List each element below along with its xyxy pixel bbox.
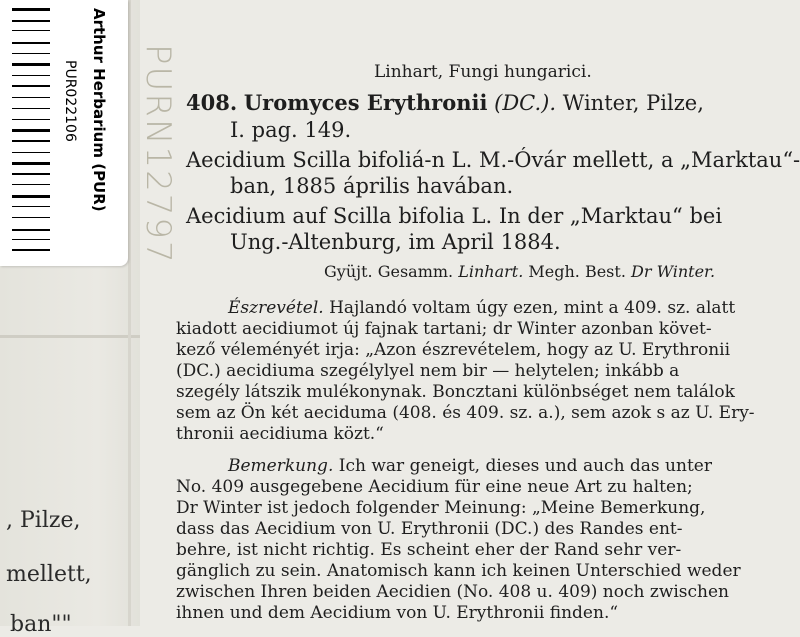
barcode-bar [12,249,50,251]
barcode-bar [12,75,50,76]
locality-hu-line: Aecidium Scilla bifoliá-n L. M.-Óvár mellett, a „Marktau“- [186,148,800,172]
barcode-bar [12,168,50,169]
barcode-bar [12,146,50,148]
reference-page: I. pag. 149. [230,118,352,142]
barcode-bar [12,8,50,11]
barcode-bar [12,217,50,218]
de-remark-line: Dr Winter ist jedoch folgender Meinung: „Meine Bemerkung, [176,498,706,518]
locality-de-line: Ung.-Altenburg, im April 1884. [230,230,561,254]
barcode-bar [12,202,50,203]
barcode [12,8,50,258]
de-remark-text: Ich war geneigt, dieses und auch das unter [338,456,712,476]
hu-remark-heading: Észrevétel. [228,298,324,318]
de-remark-line [228,456,712,476]
barcode-bar [12,48,50,49]
hu-remark-line: szegély látszik mulékonynak. Boncztani különbséget nem találok [176,382,735,402]
printed-label-page [176,0,800,626]
underlying-text-line: ban"" [10,612,72,637]
barcode-bar [12,173,50,175]
institution-name: Arthur Herbarium (PUR) [90,8,108,212]
barcode-bar [12,222,50,225]
collector-prefix: Gyüjt. Gesamm. [324,262,454,281]
barcode-bar [12,255,50,258]
barcode-bar [12,80,50,81]
hu-remark-line: thronii aecidiuma közt.“ [176,424,384,444]
catalog-number: PUR022106 [62,60,78,142]
hu-remark-line: sem az Ön két aeciduma (408. és 409. sz. a.), sem azok s az U. Ery- [176,403,755,423]
barcode-bar [12,244,50,245]
species-name: Uromyces Erythronii [243,90,488,115]
barcode-bar [12,135,50,136]
accession-stamp: PURN12797 [138,44,178,265]
locality-hu-line: ban, 1885 április havában. [230,174,514,198]
barcode-bar [12,235,50,236]
barcode-bar [12,189,50,191]
barcode-bar [12,184,50,185]
de-remark-line: ihnen und dem Aecidium von U. Erythronii finden.“ [176,603,619,623]
barcode-bar [12,162,50,165]
barcode-bar [12,229,50,231]
barcode-bar [12,157,50,158]
sheet-edge [128,0,131,626]
underlying-text-line: , Pilze, [6,508,81,533]
barcode-bar [12,85,50,87]
locality-de-line: Aecidium auf Scilla bifolia L. In der „Marktau“ bei [186,204,723,228]
barcode-bar [12,119,50,120]
barcode-bar [12,113,50,115]
barcode-bar [12,42,50,44]
barcode-bar [12,152,50,153]
barcode-bar [12,15,50,16]
de-remark-line: No. 409 ausgegebene Aecidium für eine neue Art zu halten; [176,477,693,497]
barcode-bar [12,35,50,38]
species-entry-title [186,90,704,115]
de-remark-line: behre, ist nicht richtig. Es scheint eher der Rand sehr ver- [176,540,682,560]
hu-remark-line [228,298,735,318]
sheet-fold [0,335,140,338]
underlying-text-line: mellett, [6,562,92,587]
barcode-bar [12,97,50,98]
barcode-bar [12,70,50,71]
barcode-bar [12,129,50,132]
entry-number: 408. [186,90,238,115]
collector-line [324,262,715,281]
barcode-bar [12,108,50,109]
barcode-bar [12,211,50,213]
page-header: Linhart, Fungi hungarici. [374,62,592,82]
barcode-bar [12,20,50,22]
barcode-bar [12,53,50,54]
barcode-bar [12,101,50,104]
barcode-bar [12,58,50,60]
barcode-bar [12,26,50,27]
hu-remark-line: kiadott aecidiumot új fajnak tartani; dr Winter azonban követ- [176,319,712,339]
barcode-bar [12,124,50,125]
hu-remark-text: Hajlandó voltam úgy ezen, mint a 409. sz. alatt [329,298,736,318]
barcode-bar [12,195,50,198]
barcode-bar [12,239,50,240]
species-authority: (DC.). [494,91,557,115]
hu-remark-line: (DC.) aecidiuma szegélylyel nem bir — helytelen; inkább a [176,361,680,381]
barcode-bar [12,63,50,66]
barcode-bar [12,91,50,93]
barcode-bar [12,140,50,142]
barcode-label [0,0,128,266]
determiner-prefix: Megh. Best. [528,262,626,281]
de-remark-line: gänglich zu sein. Anatomisch kann ich keinen Unterschied weder [176,561,741,581]
barcode-bar [12,30,50,31]
determiner-name: Dr Winter. [631,262,716,281]
reference: Winter, Pilze, [562,91,704,115]
de-remark-line: dass das Aecidium von U. Erythronii (DC.) des Randes ent- [176,519,683,539]
de-remark-line: zwischen Ihren beiden Aecidien (No. 408 u. 409) noch zwischen [176,582,730,602]
barcode-bar [12,206,50,207]
barcode-bar [12,179,50,180]
de-remark-heading: Bemerkung. [228,456,334,476]
hu-remark-line: kező véleményét irja: „Azon észrevételem, hogy az U. Erythronii [176,340,731,360]
collector-name: Linhart. [458,262,524,281]
